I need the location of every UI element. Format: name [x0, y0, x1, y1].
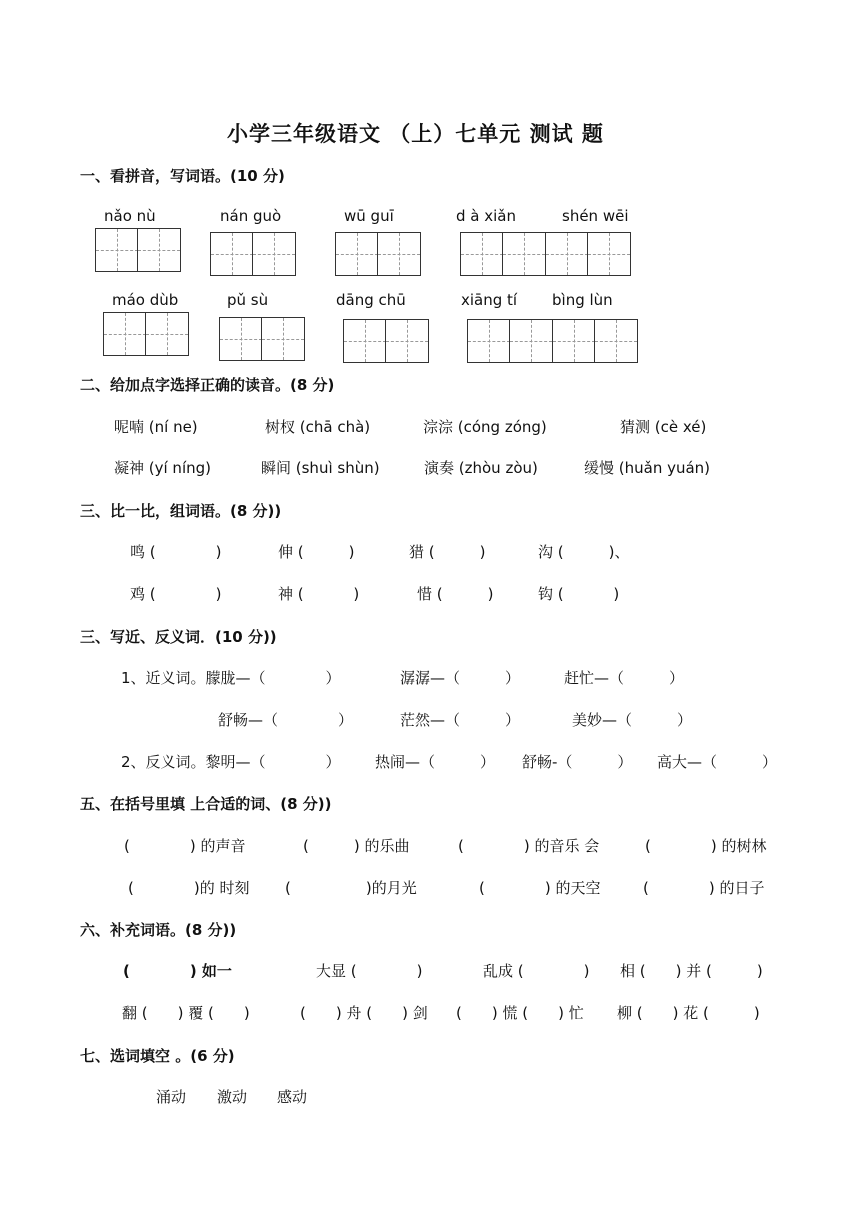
idiom-item: 柳 ( ) 花 ( ): [617, 1004, 760, 1022]
fill-word-item: ( ) 的音乐 会: [458, 837, 600, 855]
pinyin-label: pǔ sù: [227, 291, 269, 309]
pronunciation-item: 淙淙 (cóng zóng): [423, 418, 547, 436]
writing-grid[interactable]: [103, 312, 188, 356]
section-heading-1: 一、看拼音，写词语。(10 分): [80, 167, 285, 185]
fill-word-item: ( ) 的树林: [645, 837, 767, 855]
idiom-item: 乱成 ( ): [483, 962, 590, 980]
writing-grid[interactable]: [467, 319, 637, 363]
writing-grid[interactable]: [343, 319, 428, 363]
pronunciation-item: 猜测 (cè xé): [620, 418, 707, 436]
pinyin-label: wū guī: [344, 207, 394, 225]
word-group-item: 鸣 ( ): [130, 543, 222, 561]
fill-word-item: ( ) 的乐曲: [303, 837, 410, 855]
pinyin-label: xiāng tí: [461, 291, 518, 309]
synonym-item: 舒畅—（ ）: [218, 711, 354, 729]
writing-grid[interactable]: [210, 232, 295, 276]
antonym-item: 热闹—（ ）: [375, 753, 496, 771]
pronunciation-item: 凝神 (yí níng): [114, 459, 211, 477]
pinyin-label: máo dùb: [112, 291, 179, 309]
pinyin-label: bìng lùn: [552, 291, 613, 309]
idiom-item: 相 ( ) 并 ( ): [620, 962, 763, 980]
section-heading-4: 三、写近、反义词．(10 分)): [80, 628, 277, 646]
writing-grid[interactable]: [335, 232, 420, 276]
writing-grid[interactable]: [95, 228, 180, 272]
pronunciation-item: 演奏 (zhòu zòu): [424, 459, 538, 477]
synonym-item: 1、近义词。朦胧—（ ）: [121, 669, 341, 687]
section-heading-2: 二、给加点字选择正确的读音。(8 分): [80, 376, 335, 394]
synonym-item: 赶忙—（ ）: [564, 669, 685, 687]
word-choice: 激动: [217, 1088, 248, 1106]
word-group-item: 沟 ( )、: [538, 543, 630, 561]
idiom-item: 翻 ( ) 覆 ( ): [122, 1004, 250, 1022]
antonym-item: 高大—（ ）: [657, 753, 778, 771]
word-group-item: 神 ( ): [278, 585, 360, 603]
antonym-item: 2、反义词。黎明—（ ）: [121, 753, 341, 771]
pinyin-label: shén wēi: [562, 207, 629, 225]
fill-word-item: ( )的月光: [285, 879, 417, 897]
writing-grid[interactable]: [460, 232, 630, 276]
pronunciation-item: 树杈 (chā chà): [265, 418, 371, 436]
word-group-item: 惜 ( ): [417, 585, 494, 603]
synonym-item: 美妙—（ ）: [572, 711, 693, 729]
word-choice: 涌动: [156, 1088, 187, 1106]
antonym-item: 舒畅-（ ）: [522, 753, 633, 771]
word-group-item: 猎 ( ): [409, 543, 486, 561]
idiom-item: 大显 ( ): [316, 962, 423, 980]
word-group-item: 伸 ( ): [278, 543, 355, 561]
pronunciation-item: 瞬间 (shuì shùn): [261, 459, 380, 477]
pinyin-label: nán guò: [220, 207, 282, 225]
word-choice: 感动: [277, 1088, 308, 1106]
pronunciation-item: 缓慢 (huǎn yuán): [584, 459, 711, 477]
synonym-item: 潺潺—（ ）: [400, 669, 521, 687]
fill-word-item: ( ) 的声音: [124, 837, 246, 855]
pinyin-label: nǎo nù: [104, 207, 156, 225]
fill-word-item: ( )的 时刻: [128, 879, 250, 897]
writing-grid[interactable]: [219, 317, 304, 361]
section-heading-6: 六、补充词语。(8 分)): [80, 921, 237, 939]
fill-word-item: ( ) 的天空: [479, 879, 601, 897]
pronunciation-item: 呢喃 (ní ne): [114, 418, 198, 436]
fill-word-item: ( ) 的日子: [643, 879, 765, 897]
word-group-item: 鸡 ( ): [130, 585, 222, 603]
page-title: 小学三年级语文 （上）七单元 测试 题: [227, 122, 604, 146]
word-group-item: 钩 ( ): [538, 585, 620, 603]
section-heading-3: 三、比一比，组词语。(8 分)): [80, 502, 282, 520]
idiom-item: ( ) 舟 ( ) 剑: [300, 1004, 428, 1022]
pinyin-label: d à xiǎn: [456, 207, 516, 225]
section-heading-7: 七、选词填空 。(6 分): [80, 1047, 235, 1065]
pinyin-label: dāng chū: [336, 291, 406, 309]
synonym-item: 茫然—（ ）: [400, 711, 521, 729]
idiom-item: ( ) 如一: [123, 962, 232, 980]
section-heading-5: 五、在括号里填 上合适的词、(8 分)): [80, 795, 332, 813]
idiom-item: ( ) 慌 ( ) 忙: [456, 1004, 584, 1022]
